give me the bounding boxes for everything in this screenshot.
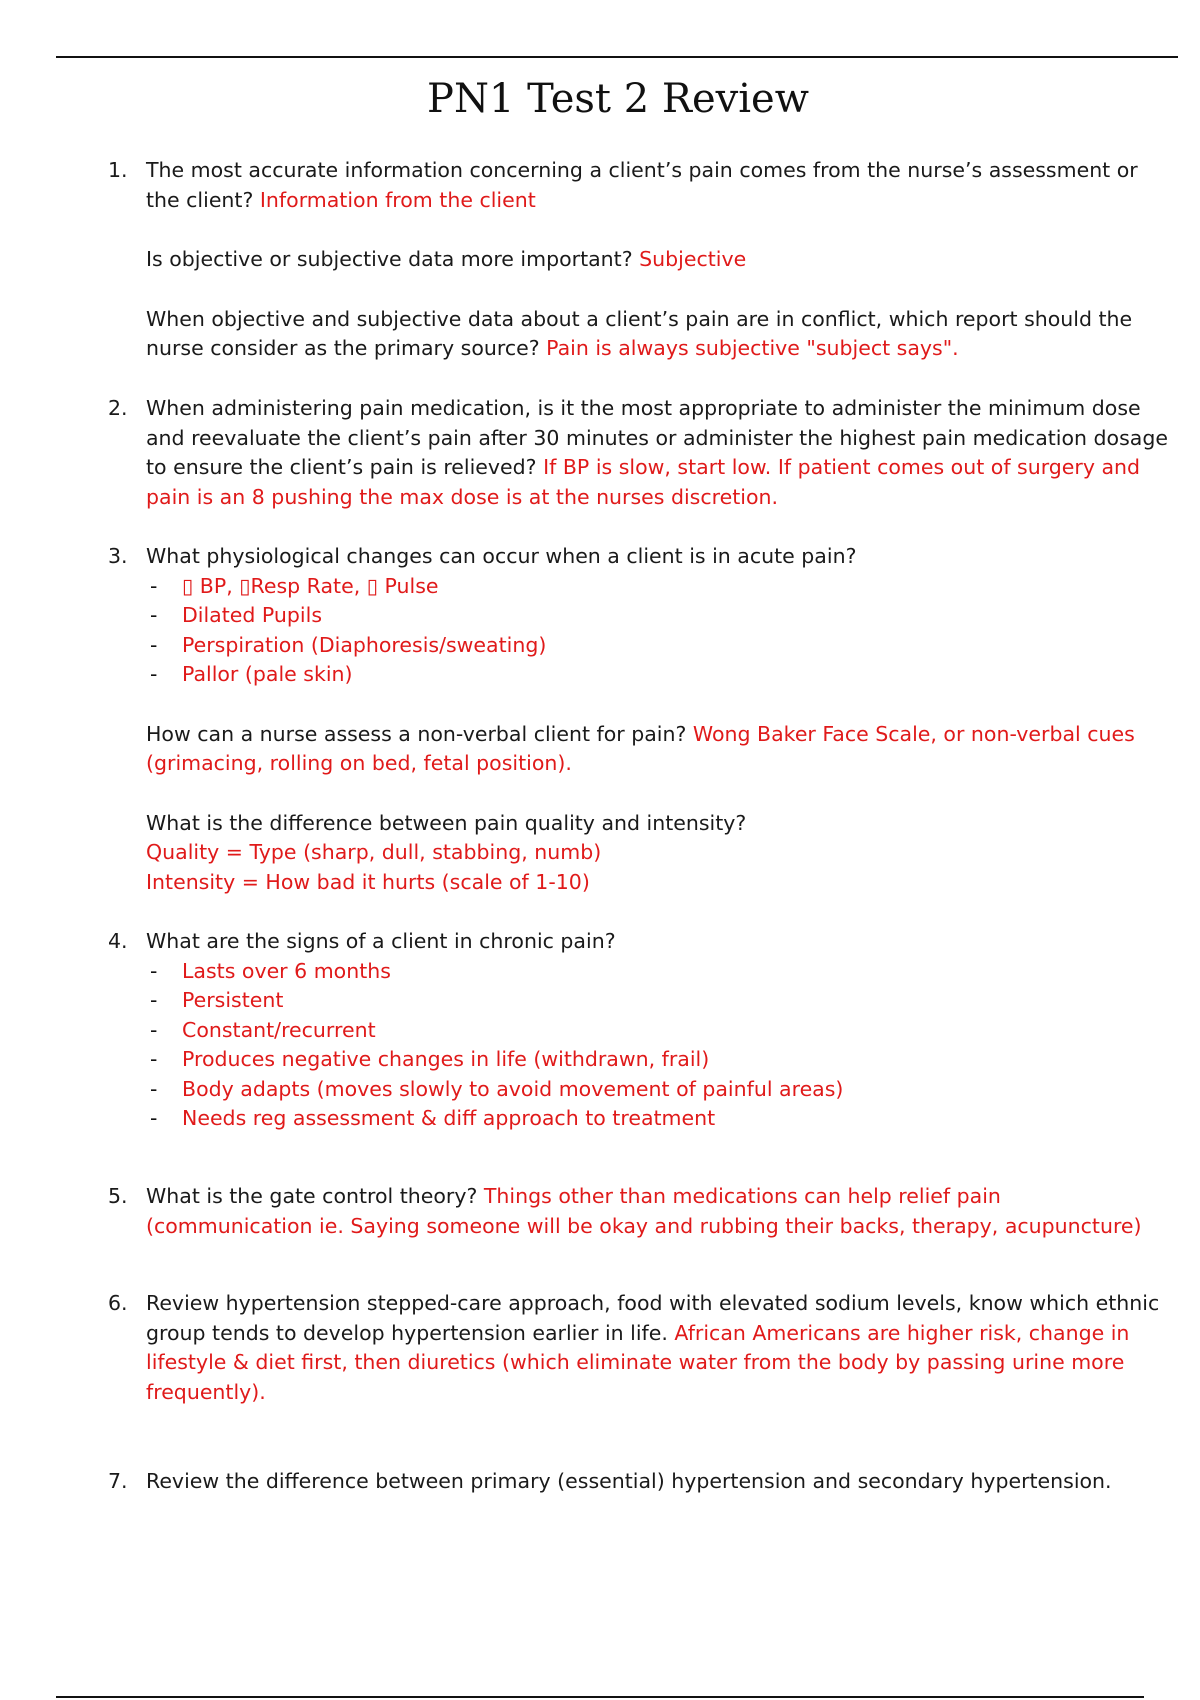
question-number: 2. xyxy=(108,396,128,420)
answer-text: Wong Baker Face Scale, or non-verbal cues (grimacing, rolling on bed, fetal position). xyxy=(146,721,1135,775)
question-7 xyxy=(108,1467,1172,1497)
top-rule xyxy=(56,56,1178,58)
list-item: - Dilated Pupils xyxy=(146,601,1172,631)
question-text: What physiological changes can occur when a client is in acute pain? xyxy=(146,544,857,568)
sub-question: When objective and subjective data about a client’s pain are in conflict, which report should the nurse consider as the primary source? Pain is always subjective "subject says". xyxy=(146,306,1133,360)
answer-text: African Americans are higher risk, change in lifestyle & diet first, then diuretics (which eliminate water from the body by passing urine more frequently). xyxy=(146,1320,1130,1404)
question-1 xyxy=(108,156,1172,364)
answer-text: Intensity = How bad it hurts (scale of 1-10) xyxy=(146,869,590,894)
answer-text: Information from the client xyxy=(259,187,536,212)
question-number: 7. xyxy=(108,1469,128,1493)
list-item: - Lasts over 6 months xyxy=(146,957,1172,987)
list-item: - ▯ BP, ▯Resp Rate, ▯ Pulse xyxy=(146,572,1172,602)
answer-text: If BP is slow, start low. If patient comes out of surgery and pain is an 8 pushing the max dose is at the nurses discretion. xyxy=(146,455,1141,509)
question-text: What is the gate control theory? xyxy=(146,1184,478,1208)
question-6 xyxy=(108,1289,1172,1407)
question-text: Review the difference between primary (essential) hypertension and secondary hypertension. xyxy=(146,1469,1112,1493)
question-number: 3. xyxy=(108,544,128,568)
sub-question: How can a nurse assess a non-verbal client for pain? Wong Baker Face Scale, or non-verbal cues (grimacing, rolling on bed, fetal position). xyxy=(146,721,1135,775)
sub-question: What is the difference between pain quality and intensity? xyxy=(146,810,747,835)
page-title: PN1 Test 2 Review xyxy=(427,76,809,122)
answer-list xyxy=(146,572,1172,690)
list-item: - Produces negative changes in life (withdrawn, frail) xyxy=(146,1045,1172,1075)
list-item: - Persistent xyxy=(146,986,1172,1016)
question-text: Review hypertension stepped-care approach, food with elevated sodium levels, know which ethnic group tends to develop hypertension earlier in life. xyxy=(146,1291,1160,1345)
list-item: - Body adapts (moves slowly to avoid movement of painful areas) xyxy=(146,1075,1172,1105)
question-number: 4. xyxy=(108,929,128,953)
answer-text: Pain is always subjective "subject says". xyxy=(546,336,959,360)
question-2 xyxy=(108,394,1172,512)
list-item: - Perspiration (Diaphoresis/sweating) xyxy=(146,631,1172,661)
answer-text: Quality = Type (sharp, dull, stabbing, numb) xyxy=(146,840,602,864)
answer-text: Things other than medications can help relief pain (communication ie. Saying someone will be okay and rubbing their backs, therapy, acupuncture) xyxy=(146,1184,1142,1238)
question-text: The most accurate information concerning a client’s pain comes from the nurse’s assessment or the client? Information from the client xyxy=(146,158,1138,212)
question-number: 5. xyxy=(108,1184,128,1208)
question-text: When administering pain medication, is it the most appropriate to administer the minimum dose and reevaluate the client’s pain after 30 minutes or administer the highest pain medication dosage to ensure the client’s pain is relieved? xyxy=(146,396,1168,479)
sub-question: Is objective or subjective data more important? Subjective xyxy=(146,247,747,271)
question-text: What are the signs of a client in chronic pain? xyxy=(146,929,616,953)
list-item: - Constant/recurrent xyxy=(146,1016,1172,1046)
list-item: - Pallor (pale skin) xyxy=(146,660,1172,690)
question-4 xyxy=(108,927,1172,1134)
list-item: - Needs reg assessment & diff approach to treatment xyxy=(146,1104,1172,1134)
question-3 xyxy=(108,542,1172,897)
question-number: 6. xyxy=(108,1291,128,1315)
bottom-rule xyxy=(56,1696,1144,1698)
question-number: 1. xyxy=(108,158,128,182)
answer-text: Subjective xyxy=(639,247,747,271)
answer-list xyxy=(146,957,1172,1134)
question-5 xyxy=(108,1182,1172,1241)
